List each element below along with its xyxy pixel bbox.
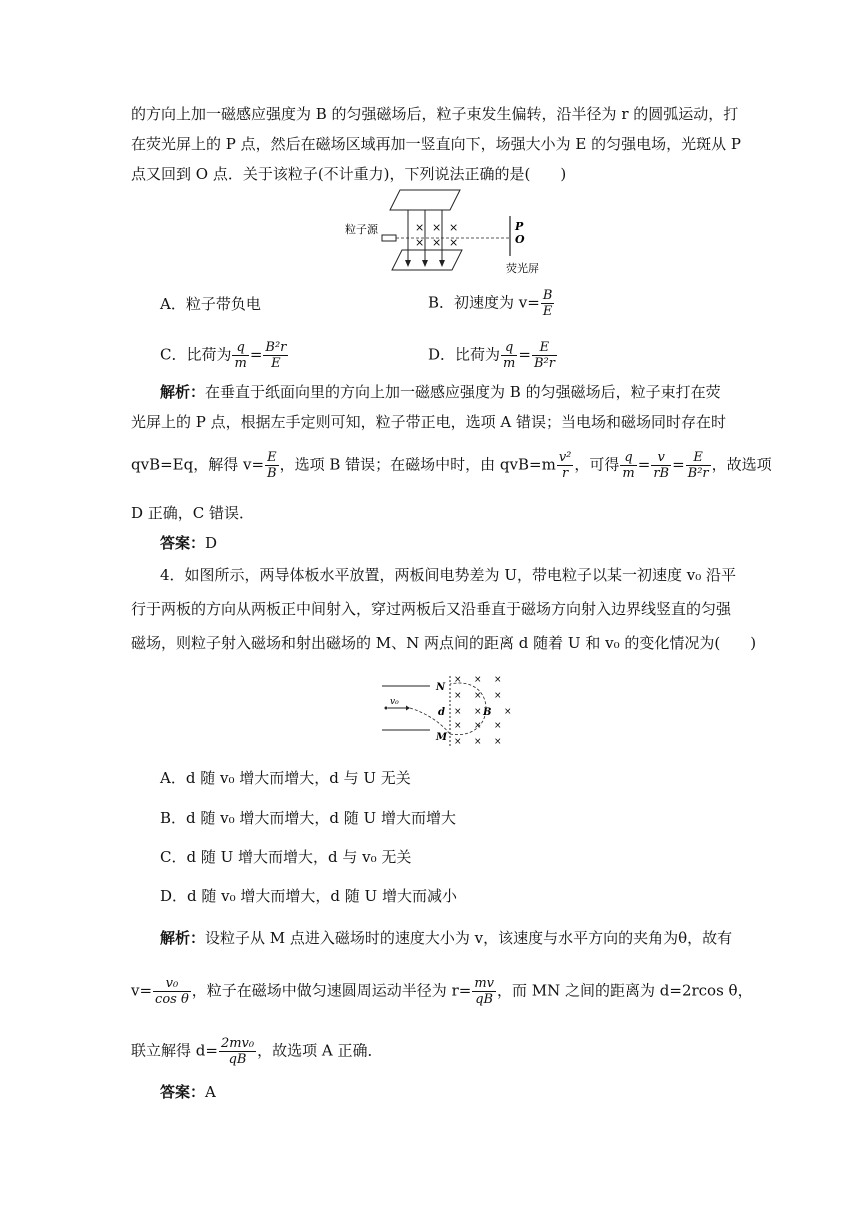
analysis-text: 设粒子从 M 点进入磁场时的速度大小为 v，该速度与水平方向的夹角为θ，故有 [205,929,733,947]
q3-option-d [428,340,558,371]
cross-mark: × [454,721,462,731]
option-c-prefix: C．比荷为 [160,345,232,364]
cross-mark: × [474,691,482,701]
frac-num: B [542,288,553,303]
frac-num: q [501,340,517,356]
analysis-text: = [637,455,651,474]
q4-answer [160,1082,216,1102]
cross-mark: × [432,221,442,234]
cross-mark: × [454,737,462,747]
screen-label: 荧光屏 [506,262,539,275]
analysis-text: ，粒子在磁场中做匀速圆周运动半径为 r= [191,981,472,1000]
analysis-text: ，故选项 [711,455,772,474]
cross-mark: × [474,737,482,747]
analysis-text: ，选项 B 错误；在磁场中时，由 qvB=m [279,455,556,474]
q3-analysis-line-2: 光屏上的 P 点，根据左手定则可知，粒子带正电，选项 A 错误；当电场和磁场同时存在时 [131,413,727,431]
q3-option-c [160,340,289,371]
frac-den: E [542,304,553,319]
analysis-text: ，而 MN 之间的距离为 d=2rcos θ， [496,981,753,1000]
q3-analysis-line-4: D 正确，C 错误． [131,504,255,522]
frac-den: B [267,466,277,481]
q4-stem-line-3: 磁场，则粒子射入磁场和射出磁场的 M、N 两点间的距离 d 随着 U 和 v₀ 的变化情况为( ) [131,634,757,652]
frac-den: B²r [533,356,555,371]
fraction [219,1036,256,1067]
cross-mark: × [494,691,502,701]
frac-num: B²r [265,340,287,355]
cross-mark: × [454,691,462,701]
q3-figure [340,188,570,278]
analysis-text: 联立解得 d= [131,1041,218,1060]
q4-option-b: B．d 随 v₀ 增大而增大，d 随 U 增大而增大 [160,809,456,827]
distance-d-label: d [438,707,445,718]
q3-stem-line-3: 点又回到 O 点．关于该粒子(不计重力)，下列说法正确的是( ) [131,165,567,183]
q3-analysis-line-1 [160,382,721,402]
point-n-label: N [436,682,446,693]
analysis-text: 在垂直于纸面向里的方向上加一磁感应强度为 B 的匀强磁场后，粒子束打在荧 [205,383,721,401]
cross-mark: × [474,675,482,685]
q4-analysis-line-1 [160,928,732,948]
analysis-text: ，故选项 A 正确． [257,1041,383,1060]
frac-den: qB [475,992,494,1007]
frac-num: 2mv₀ [220,1036,255,1051]
cross-mark: × [474,721,482,731]
frac-den: r [562,466,569,481]
q4-option-c: C．d 随 U 增大而增大，d 与 v₀ 无关 [160,848,412,866]
particle-source [382,235,396,241]
fraction [620,450,636,481]
cross-mark: × [454,675,462,685]
cross-mark: × [494,675,502,685]
q3-stem-line-2: 在荧光屏上的 P 点，然后在磁场区域再加一竖直向下，场强大小为 E 的匀强电场，光斑从 P [131,135,741,153]
frac-den: qB [228,1052,247,1067]
answer-value: D [205,534,218,552]
particle-source-label: 粒子源 [345,223,378,236]
fraction [651,450,671,481]
analysis-text: qvB=Eq，解得 v= [131,455,265,474]
q3-analysis-line-3 [131,450,772,481]
cross-mark: × [415,236,425,249]
cross-mark: × [504,707,512,717]
frac-num: v² [558,450,572,465]
analysis-text: v= [131,981,153,1000]
fraction [532,340,557,371]
fraction [472,976,496,1007]
frac-den: m [234,356,247,371]
v0-label: v₀ [390,697,399,707]
q4-analysis-line-2 [131,976,753,1007]
cross-mark: × [432,236,442,249]
point-p-label: P [515,220,524,233]
q4-analysis-line-3 [131,1036,382,1067]
frac-num: q [232,340,248,356]
fraction [153,976,191,1007]
q4-figure [380,672,520,750]
frac-den: E [271,356,281,371]
top-plate [390,190,460,210]
frac-den: m [503,356,516,371]
cross-mark: × [494,721,502,731]
fraction [265,450,279,481]
frac-den: cos θ [155,992,189,1007]
frac-den: rB [653,466,670,481]
frac-num: E [686,450,711,466]
cross-mark: × [454,707,462,717]
q4-option-d: D．d 随 v₀ 增大而增大，d 随 U 增大而减小 [160,887,457,905]
q3-option-a: A．粒子带负电 [160,295,261,313]
q4-stem-line-1: 4．如图所示，两导体板水平放置，两板间电势差为 U，带电粒子以某一初速度 v₀ 沿平 [160,566,736,584]
q4-option-a: A．d 随 v₀ 增大而增大，d 与 U 无关 [160,769,411,787]
q4-stem-line-2: 行于两板的方向从两板正中间射入，穿过两板后又沿垂直于磁场方向射入边界线竖直的匀强 [131,600,732,618]
equals: = [249,345,263,364]
frac-den: B²r [687,466,709,481]
fraction [686,450,711,481]
option-b-prefix: B．初速度为 v= [428,293,540,312]
analysis-label: 解析： [160,929,206,947]
analysis-text: = [672,455,685,474]
cross-mark: × [449,221,459,234]
q3-option-b [428,288,555,319]
analysis-text: ，可得 [574,455,620,474]
q3-stem-line-1: 的方向上加一磁感应强度为 B 的匀强磁场后，粒子束发生偏转，沿半径为 r 的圆弧运动，打 [131,105,739,123]
frac-num: v [651,450,671,466]
q3-answer [160,533,217,553]
field-b-label: B [483,707,492,718]
fraction [501,340,517,371]
equals: = [518,345,531,364]
cross-mark: × [494,737,502,747]
frac-num: E [532,340,557,356]
fraction [541,288,555,319]
answer-label: 答案： [160,534,206,552]
point-m-label: M [436,732,448,743]
cross-mark: × [415,221,425,234]
fraction [263,340,288,371]
analysis-label: 解析： [160,383,206,401]
answer-value: A [205,1083,216,1101]
answer-label: 答案： [160,1083,206,1101]
frac-num: mv [474,976,494,991]
fraction [557,450,574,481]
fraction [232,340,248,371]
frac-num: v₀ [153,976,191,992]
point-o-label: O [515,233,525,246]
frac-num: E [265,450,279,466]
frac-num: q [620,450,636,466]
cross-mark: × [449,236,459,249]
cross-mark: × [474,707,482,717]
frac-den: m [622,466,635,481]
option-d-prefix: D．比荷为 [428,345,501,364]
